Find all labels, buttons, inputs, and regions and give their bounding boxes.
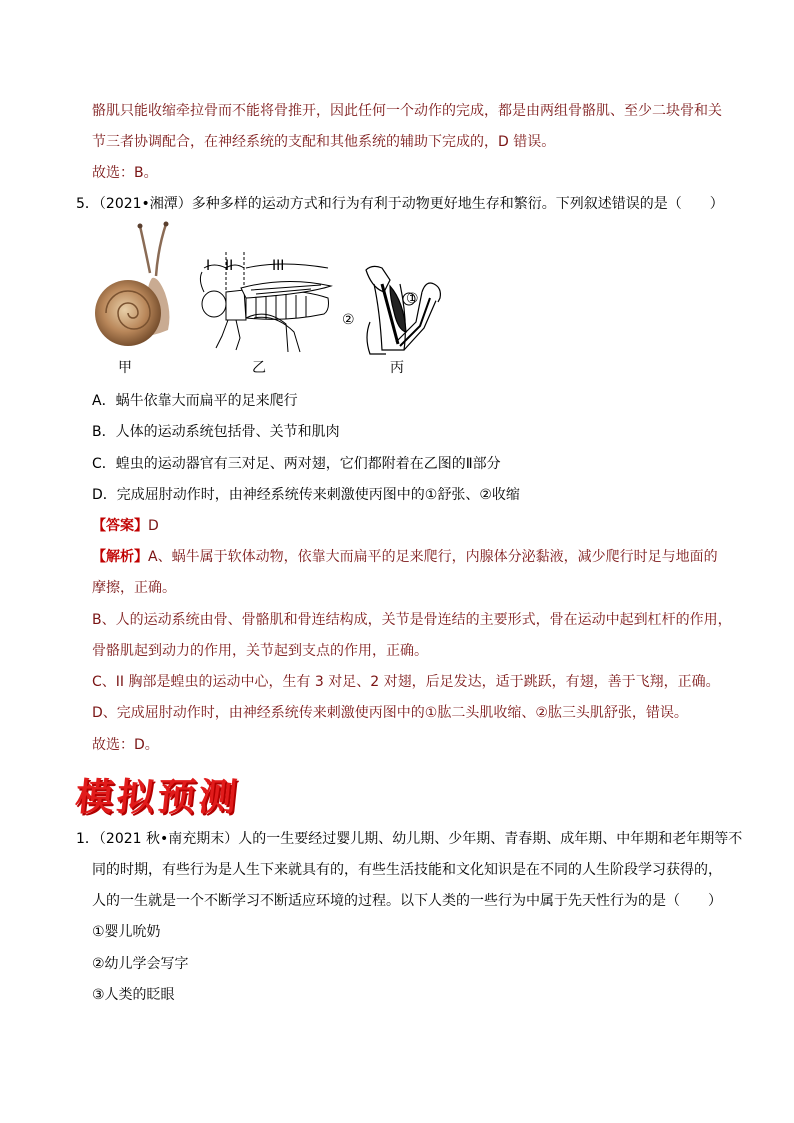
region-I: I <box>206 258 211 274</box>
analysis-line-1: A、蜗牛属于软体动物，依靠大而扁平的足来爬行，内腺体分泌黏液，减少爬行时足与地面的 <box>148 549 718 565</box>
analysis-choose: 故选：D。 <box>92 737 159 753</box>
snail-image <box>90 218 180 348</box>
intro-line-2: 节三者协调配合，在神经系统的支配和其他系统的辅助下完成的，D 错误。 <box>92 134 556 150</box>
figure-grasshopper <box>196 252 336 356</box>
grasshopper-diagram <box>196 252 336 356</box>
analysis-label: 【解析】 <box>92 549 148 565</box>
answer-label: 【答案】 <box>92 518 148 534</box>
intro-line-1: 骼肌只能收缩牵拉骨而不能将骨推开，因此任何一个动作的完成，都是由两组骨骼肌、至少二块骨和关 <box>92 103 722 119</box>
answer-value: D <box>148 518 159 534</box>
intro-choose: 故选：B。 <box>92 165 158 181</box>
figure-snail <box>90 218 180 348</box>
question-1-item-2: ②幼儿学会写字 <box>92 956 189 972</box>
option-d: D．完成屈肘动作时，由神经系统传来刺激使丙图中的①舒张、②收缩 <box>92 487 520 503</box>
analysis-row <box>92 547 718 567</box>
question-1-line-1: 1．（2021 秋•南充期末）人的一生要经过婴儿期、幼儿期、少年期、青春期、成年期、中年期和老年期等不 <box>76 831 743 847</box>
circle-label-1: ① <box>406 291 419 307</box>
region-II: II <box>225 258 234 274</box>
question-1-item-1: ①婴儿吮奶 <box>92 924 161 940</box>
analysis-line-3: B、人的运动系统由骨、骨骼肌和骨连结构成，关节是骨连结的主要形式，骨在运动中起到杠杆的作用， <box>92 612 732 628</box>
option-c: C．蝗虫的运动器官有三对足、两对翅，它们都附着在乙图的Ⅱ部分 <box>92 456 501 472</box>
region-III: III <box>272 258 285 274</box>
analysis-line-6: D、完成屈肘动作时，由神经系统传来刺激使丙图中的①肱二头肌收缩、②肱三头肌舒张，错误。 <box>92 705 688 721</box>
figure-arm <box>360 262 452 356</box>
analysis-line-5: C、II 胸部是蝗虫的运动中心，生有 3 对足、2 对翅，后足发达，适于跳跃，有翅，善于飞翔，正确。 <box>92 674 720 690</box>
analysis-line-4: 骨骼肌起到动力的作用，关节起到支点的作用，正确。 <box>92 643 428 659</box>
label-bing: 丙 <box>390 360 404 376</box>
analysis-line-2: 摩擦，正确。 <box>92 580 176 596</box>
label-yi: 乙 <box>252 360 266 376</box>
answer-row <box>92 516 159 536</box>
arm-muscle-diagram <box>360 262 452 356</box>
question-1-item-3: ③人类的眨眼 <box>92 987 175 1003</box>
question-5-stem: 5．（2021•湘潭）多种多样的运动方式和行为有利于动物更好地生存和繁衍。下列叙述错误的是（ ） <box>76 196 724 212</box>
question-1-line-3: 人的一生就是一个不断学习不断适应环境的过程。以下人类的一些行为中属于先天性行为的是（ ） <box>92 893 722 909</box>
section-title: 模拟预测 <box>73 775 242 819</box>
circle-label-2: ② <box>342 312 355 328</box>
question-1-line-2: 同的时期，有些行为是人生下来就具有的，有些生活技能和文化知识是在不同的人生阶段学习获得的， <box>92 862 722 878</box>
option-b: B．人体的运动系统包括骨、关节和肌肉 <box>92 424 340 440</box>
option-a: A．蜗牛依靠大而扁平的足来爬行 <box>92 393 298 409</box>
label-jia: 甲 <box>118 360 132 376</box>
